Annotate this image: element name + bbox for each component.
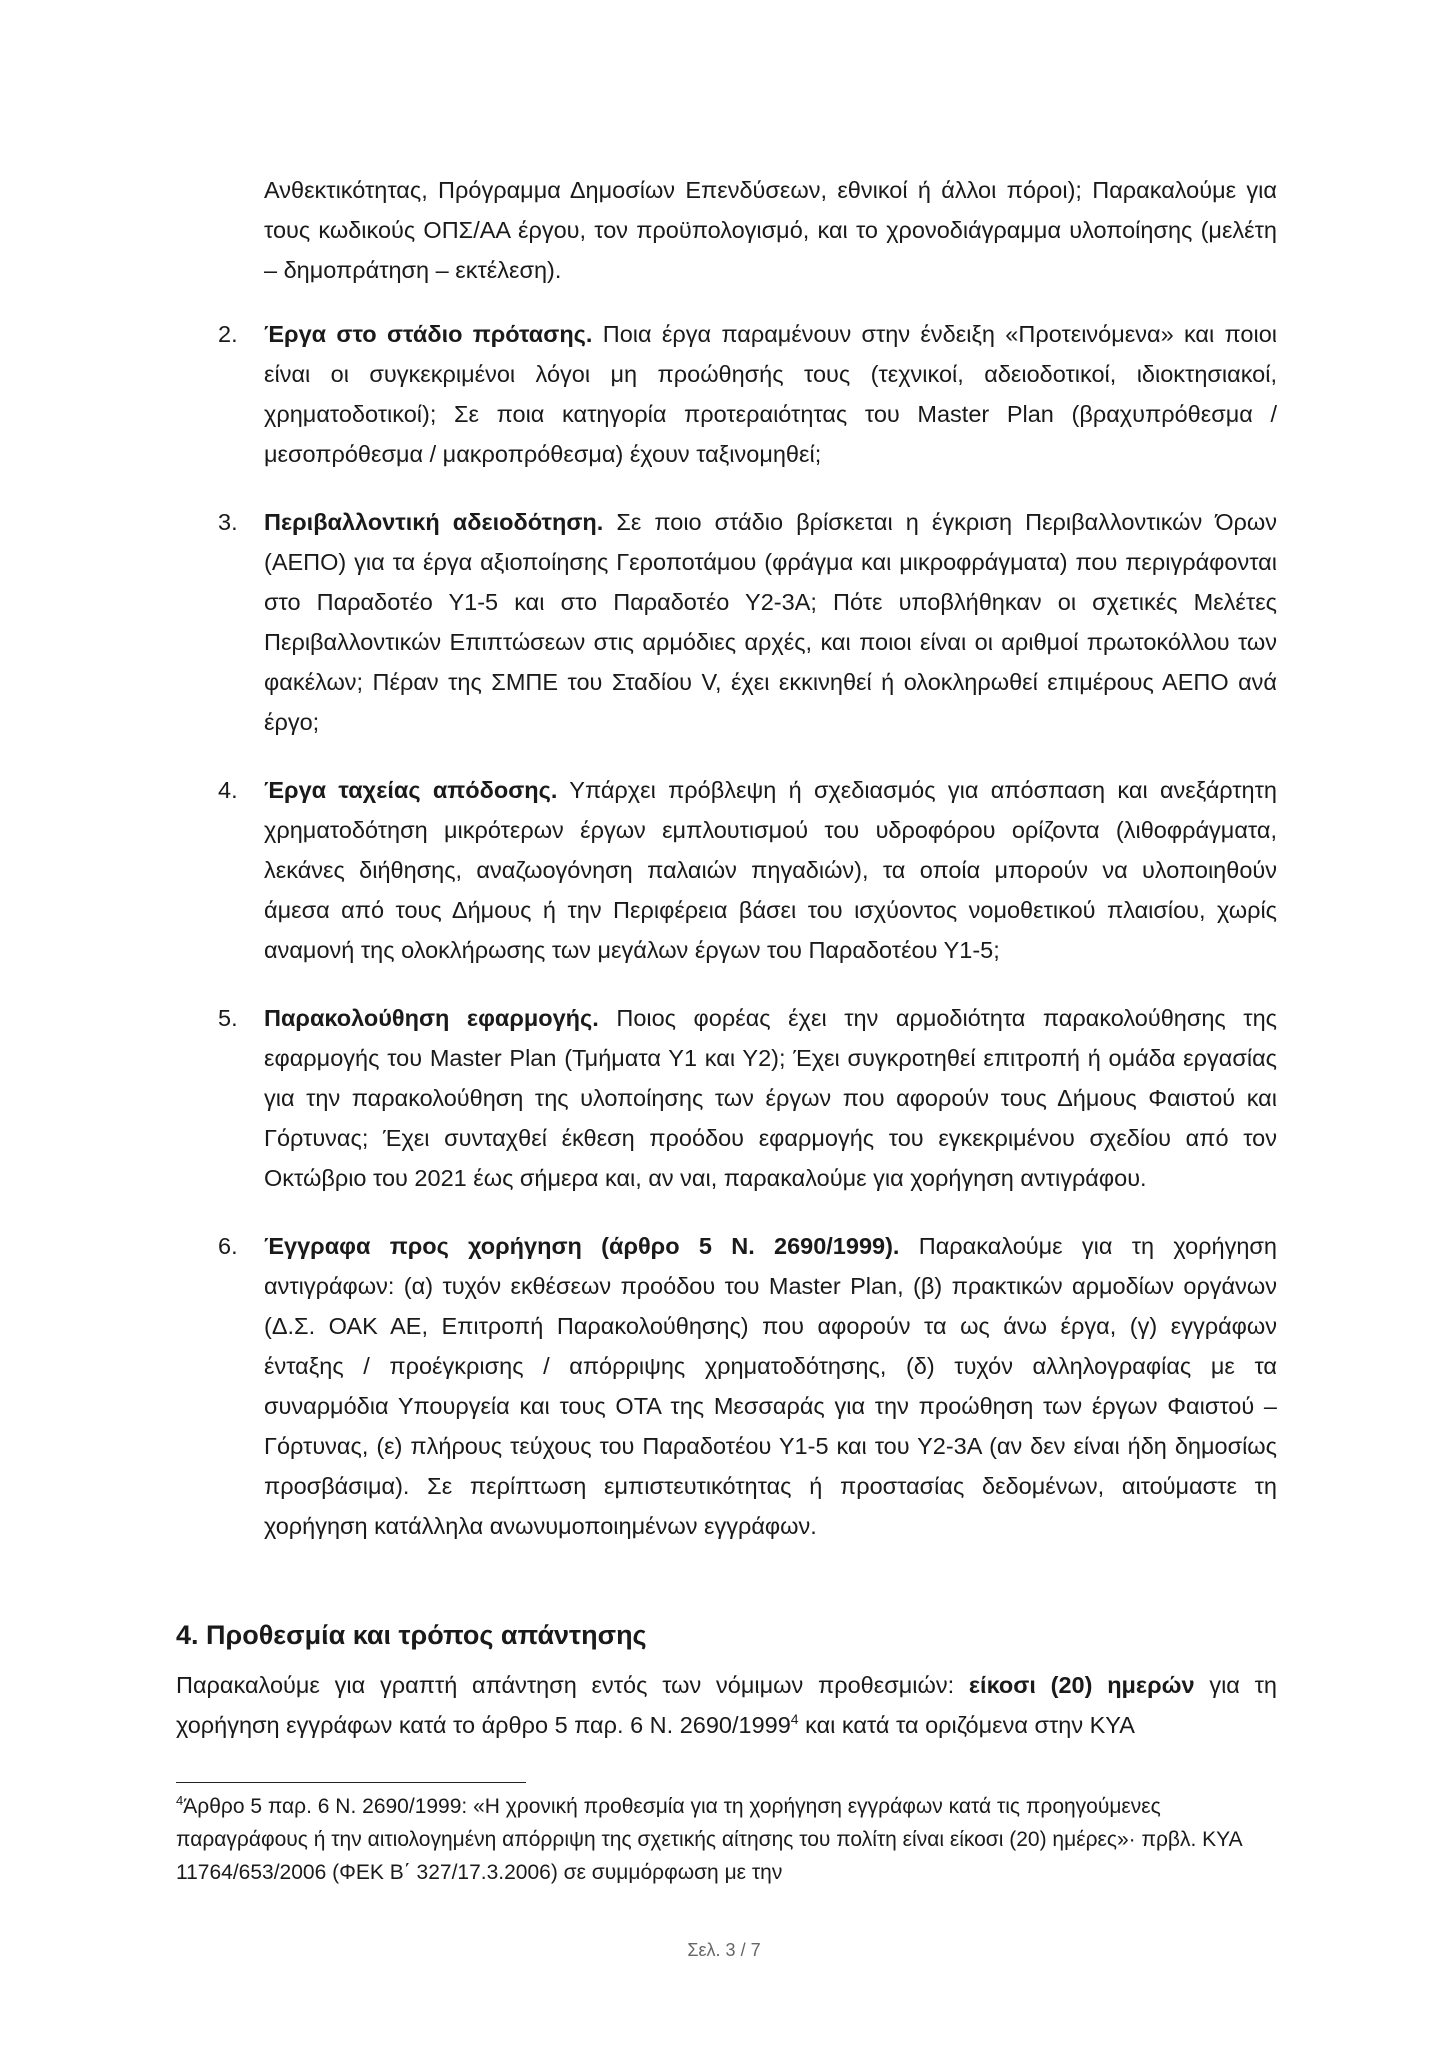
footnote-reference[interactable]: 4	[790, 1711, 799, 1728]
list-item-title: Παρακολούθηση εφαρμογής.	[264, 1005, 599, 1031]
continuation-paragraph: Ανθεκτικότητας, Πρόγραμμα Δημοσίων Επενδύσεων, εθνικοί ή άλλοι πόροι); Παρακαλούμε για τους κωδικούς ΟΠΣ/ΑΑ έργου, τον προϋπολογισμό, και το χρονοδιάγραμμα υλοποίησης (μελέτη – δημοπράτηση – εκτέλεση).	[264, 177, 1277, 283]
list-item-number: 3.	[218, 509, 238, 535]
list-item-title: Έγγραφα προς χορήγηση (άρθρο 5 Ν. 2690/1999).	[264, 1233, 900, 1259]
list-item	[172, 314, 1277, 474]
section-text-end: και κατά τα οριζόμενα στην ΚΥΑ	[798, 1712, 1135, 1738]
list-item-title: Έργα στο στάδιο πρότασης.	[264, 321, 593, 347]
section-text-middle: για τη χορήγηση εγγράφων κατά το άρθρο 5 παρ. 6 Ν. 2690/1999	[176, 1672, 1277, 1738]
footnote-marker: 4	[176, 1793, 184, 1808]
list-item-body: Παρακαλούμε για τη χορήγηση αντιγράφων: (α) τυχόν εκθέσεων προόδου του Master Plan, (β) πρακτικών αρμοδίων οργάνων (Δ.Σ. ΟΑΚ ΑΕ, Επιτροπή Παρακολούθησης) που αφορούν τα ως άνω έργα, (γ) εγγράφων ένταξης / προέγκρισης / απόρριψης χρηματοδότησης, (δ) τυχόν αλληλογραφίας με τα συναρμόδια Υπουργεία και τους ΟΤΑ της Μεσσαράς για την προώθηση των έργων Φαιστού – Γόρτυνας, (ε) πλήρους τεύχους του Παραδοτέου Υ1-5 και του Υ2-3Α (αν δεν είναι ήδη δημοσίως προσβάσιμα). Σε περίπτωση εμπιστευτικότητας ή προστασίας δεδομένων, αιτούμαστε τη χορήγηση κατάλληλα ανωνυμοποιημένων εγγράφων.	[264, 1233, 1277, 1539]
list-item-body: Ποια έργα παραμένουν στην ένδειξη «Προτεινόμενα» και ποιοι είναι οι συγκεκριμένοι λόγοι μη προώθησής τους (τεχνικοί, αδειοδοτικοί, ιδιοκτησιακοί, χρηματοδοτικοί); Σε ποια κατηγορία προτεραιότητας του Master Plan (βραχυπρόθεσμα / μεσοπρόθεσμα / μακροπρόθεσμα) έχουν ταξινομηθεί;	[264, 321, 1277, 467]
list-item-body: Σε ποιο στάδιο βρίσκεται η έγκριση Περιβαλλοντικών Όρων (ΑΕΠΟ) για τα έργα αξιοποίησης Γεροποτάμου (φράγμα και μικροφράγματα) που περιγράφονται στο Παραδοτέο Υ1-5 και στο Παραδοτέο Υ2-3Α; Πότε υποβλήθηκαν οι σχετικές Μελέτες Περιβαλλοντικών Επιπτώσεων στις αρμόδιες αρχές, και ποιοι είναι οι αριθμοί πρωτοκόλλου των φακέλων; Πέραν της ΣΜΠΕ του Σταδίου V, έχει εκκινηθεί ή ολοκληρωθεί επιμέρους ΑΕΠΟ ανά έργο;	[264, 509, 1277, 735]
list-item-body: Ποιος φορέας έχει την αρμοδιότητα παρακολούθησης της εφαρμογής του Master Plan (Τμήματα Υ1 και Υ2); Έχει συγκροτηθεί επιτροπή ή ομάδα εργασίας για την παρακολούθηση της υλοποίησης των έργων που αφορούν τους Δήμους Φαιστού και Γόρτυνας; Έχει συνταχθεί έκθεση προόδου εφαρμογής του εγκεκριμένου σχεδίου από τον Οκτώβριο του 2021 έως σήμερα και, αν ναι, παρακαλούμε για χορήγηση αντιγράφου.	[264, 1005, 1277, 1191]
list-item-number: 5.	[218, 1005, 238, 1031]
list-item-title: Έργα ταχείας απόδοσης.	[264, 777, 558, 803]
list-item	[172, 770, 1277, 970]
list-item-number: 4.	[218, 777, 238, 803]
footnote	[176, 1790, 1277, 1889]
list-item-number: 2.	[218, 321, 238, 347]
list-item	[172, 1226, 1277, 1546]
section-heading: 4. Προθεσμία και τρόπος απάντησης	[176, 1620, 647, 1650]
section-text-start: Παρακαλούμε για γραπτή απάντηση εντός των νόμιμων προθεσμιών:	[176, 1672, 969, 1698]
list-item-title: Περιβαλλοντική αδειοδότηση.	[264, 509, 604, 535]
list-item-number: 6.	[218, 1233, 238, 1259]
footnote-text: Άρθρο 5 παρ. 6 Ν. 2690/1999: «Η χρονική προθεσμία για τη χορήγηση εγγράφων κατά τις προηγούμενες παραγράφους ή την αιτιολογημένη απόρριψη της σχετικής αίτησης του πολίτη είναι είκοσι (20) ημέρες»· πρβλ. ΚΥΑ 11764/653/2006 (ΦΕΚ Β΄ 327/17.3.2006) σε συμμόρφωση με την	[176, 1795, 1242, 1884]
page-number: Σελ. 3 / 7	[687, 1940, 761, 1960]
list-item-body: Υπάρχει πρόβλεψη ή σχεδιασμός για απόσπαση και ανεξάρτητη χρηματοδότηση μικρότερων έργων εμπλουτισμού του υδροφόρου ορίζοντα (λιθοφράγματα, λεκάνες διήθησης, αναζωογόνηση παλαιών πηγαδιών), τα οποία μπορούν να υλοποιηθούν άμεσα από τους Δήμους ή την Περιφέρεια βάσει του ισχύοντος νομοθετικού πλαισίου, χωρίς αναμονή της ολοκλήρωσης των μεγάλων έργων του Παραδοτέου Υ1-5;	[264, 777, 1277, 963]
numbered-question-list	[172, 314, 1277, 1574]
section-paragraph	[176, 1665, 1277, 1745]
list-item	[172, 502, 1277, 742]
footnote-separator	[176, 1782, 526, 1783]
section-text-bold: είκοσι (20) ημερών	[968, 1672, 1195, 1698]
list-item	[172, 998, 1277, 1198]
